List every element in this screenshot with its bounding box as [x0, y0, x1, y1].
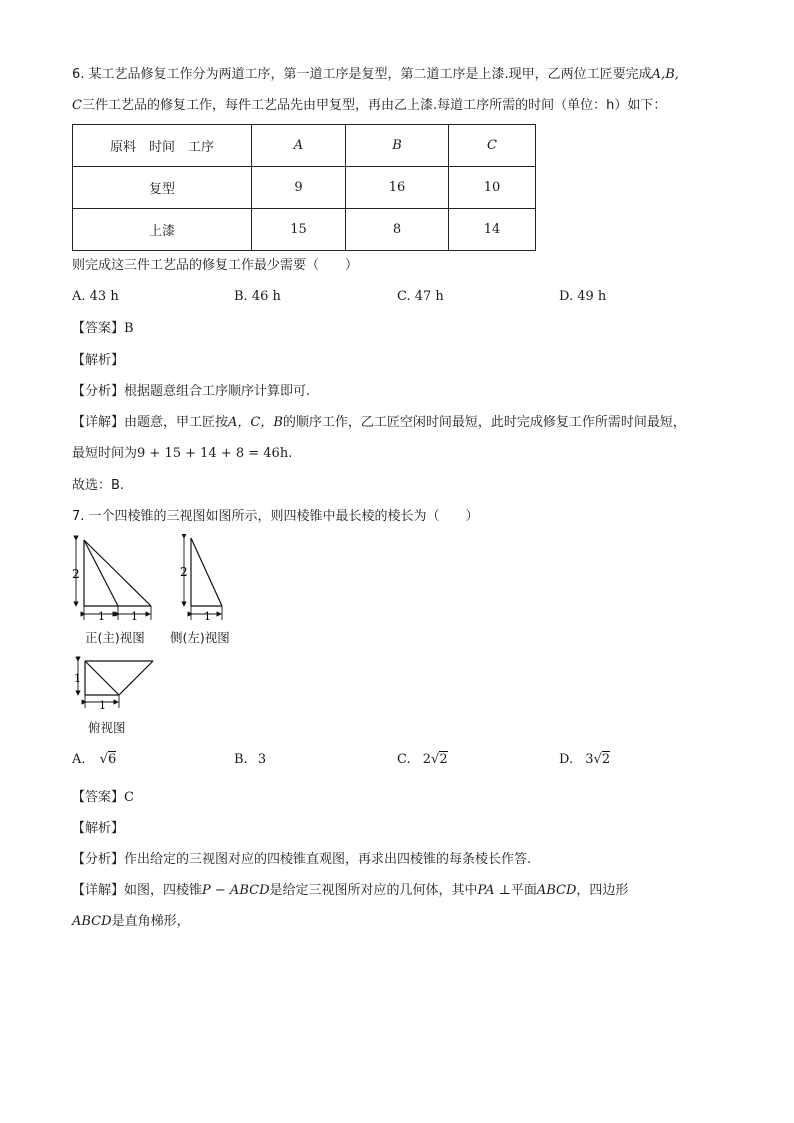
- q7-stem: 7. 一个四棱锥的三视图如图所示，则四棱锥中最长棱的棱长为（ ）: [72, 509, 479, 524]
- option-coef: 3: [585, 752, 594, 767]
- detail-text: ，四边形: [576, 883, 629, 898]
- top-view: [85, 661, 153, 695]
- dim-label-1: 1: [131, 610, 138, 623]
- sqrt-icon: √: [593, 752, 602, 767]
- table-cell: 8: [346, 209, 449, 251]
- front-view: [84, 540, 151, 606]
- table-cell: 14: [449, 209, 536, 251]
- q6-question: 则完成这三件工艺品的修复工作最少需要（ ）: [72, 258, 359, 273]
- side-view: [191, 538, 222, 606]
- q6-option-b[interactable]: B. 46 h: [234, 289, 281, 304]
- fenxi-text: 根据题意组合工序顺序计算即可.: [124, 384, 311, 399]
- detail-text: 是直角梯形，: [111, 914, 190, 929]
- table-row: [73, 209, 536, 251]
- table-header-cell: C: [449, 125, 536, 167]
- dim-label-2: 2: [180, 565, 188, 579]
- q6-fenxi: [72, 383, 310, 401]
- option-letter: B.: [234, 752, 248, 767]
- table-header-cell: A: [252, 125, 346, 167]
- detail-text: .: [288, 446, 293, 461]
- sqrt-icon: √: [99, 752, 108, 767]
- table-cell: 15: [252, 209, 346, 251]
- answer-value: C: [124, 790, 134, 805]
- q6-stem-line1: [72, 66, 679, 84]
- option-coef: 2: [422, 752, 432, 767]
- table-header-row: [73, 125, 536, 167]
- table-cell: 16: [346, 167, 449, 209]
- q7-option-a[interactable]: [72, 752, 116, 767]
- detail-text: 平面: [510, 883, 537, 898]
- answer-label: 【答案】: [72, 321, 125, 336]
- front-view-caption: 正(主)视图: [85, 630, 145, 645]
- detail-pa: PA ⊥: [477, 883, 511, 898]
- q7-option-d[interactable]: [559, 752, 610, 767]
- dim-label-1: 1: [99, 699, 106, 712]
- q6-detail-line1: [72, 414, 686, 432]
- q6-detail-line2: [72, 445, 292, 463]
- detail-vars: A，C，B: [228, 415, 283, 430]
- radicand: 2: [439, 752, 448, 767]
- dim-label-1: 1: [204, 610, 211, 623]
- q6-option-c[interactable]: C. 47 h: [397, 289, 444, 304]
- radicand: 2: [601, 752, 611, 767]
- q6-stem-text: 6. 某工艺品修复工作分为两道工序，第一道工序是复型，第二道工序是上漆.现甲，乙两位工匠要完成: [72, 67, 652, 82]
- table-cell: 复型: [73, 167, 252, 209]
- q7-fenxi: [72, 851, 531, 869]
- detail-text: 是给定三视图所对应的几何体，其中: [269, 883, 478, 898]
- option-value: 3: [257, 752, 267, 767]
- table-cell: 上漆: [73, 209, 252, 251]
- detail-abcd: ABCD: [536, 883, 577, 898]
- option-letter: C.: [397, 752, 411, 767]
- option-letter: A.: [72, 752, 86, 767]
- q7-detail-line2: [72, 913, 190, 931]
- sqrt-icon: √: [431, 752, 440, 767]
- table-header-cell: B: [346, 125, 449, 167]
- front-dim-1: [84, 606, 151, 620]
- table-header-cell: 原料 时间 工序: [73, 125, 252, 167]
- table-cell: 10: [449, 167, 536, 209]
- q6-option-a[interactable]: A. 43 h: [72, 289, 119, 304]
- detail-text: 最短时间为: [72, 446, 138, 461]
- table-cell: 9: [252, 167, 346, 209]
- q7-option-b[interactable]: [234, 752, 266, 767]
- q6-stem-vars: A,B,: [651, 67, 679, 82]
- detail-label: 【详解】: [72, 883, 125, 898]
- q7-detail-line1: [72, 882, 628, 900]
- answer-label: 【答案】: [72, 790, 125, 805]
- q7-option-c[interactable]: [397, 752, 448, 767]
- option-letter: D.: [559, 752, 574, 767]
- q6-option-d[interactable]: D. 49 h: [559, 289, 607, 304]
- radicand: 6: [107, 752, 117, 767]
- q6-stem-var-c: C: [72, 98, 82, 113]
- q6-stem-text2: 三件工艺品的修复工作，每件工艺品先由甲复型，再由乙上漆.每道工序所需的时间（单位：h）如下：: [81, 98, 667, 113]
- q6-choose: 故选：B.: [72, 478, 125, 493]
- table-row: [73, 167, 536, 209]
- detail-label: 【详解】: [72, 415, 125, 430]
- dim-label-1: 1: [98, 610, 105, 623]
- detail-formula: 9 + 15 + 14 + 8 = 46h: [137, 446, 289, 461]
- q6-time-table: [72, 124, 536, 251]
- dim-label-2: 2: [72, 567, 80, 581]
- dim-label-1: 1: [74, 672, 81, 685]
- q6-stem-line2: [72, 97, 666, 115]
- q6-analysis-label: 【解析】: [72, 353, 125, 368]
- detail-text: 如图，四棱锥: [124, 883, 203, 898]
- answer-value: B: [124, 321, 134, 336]
- fenxi-label: 【分析】: [72, 852, 125, 867]
- fenxi-text: 作出给定的三视图对应的四棱锥直观图，再求出四棱锥的每条棱长作答.: [124, 852, 532, 867]
- q7-analysis-label: 【解析】: [72, 821, 125, 836]
- detail-pyramid: P − ABCD: [202, 883, 270, 898]
- side-view-caption: 侧(左)视图: [170, 630, 230, 645]
- detail-abcd: ABCD: [72, 914, 112, 929]
- detail-text: 由题意，甲工匠按: [124, 415, 229, 430]
- top-view-caption: 俯视图: [88, 720, 126, 735]
- q6-answer: [72, 320, 134, 338]
- q7-answer: [72, 789, 134, 807]
- fenxi-label: 【分析】: [72, 384, 125, 399]
- detail-text: 的顺序工作，乙工匠空闲时间最短，此时完成修复工作所需时间最短，: [282, 415, 686, 430]
